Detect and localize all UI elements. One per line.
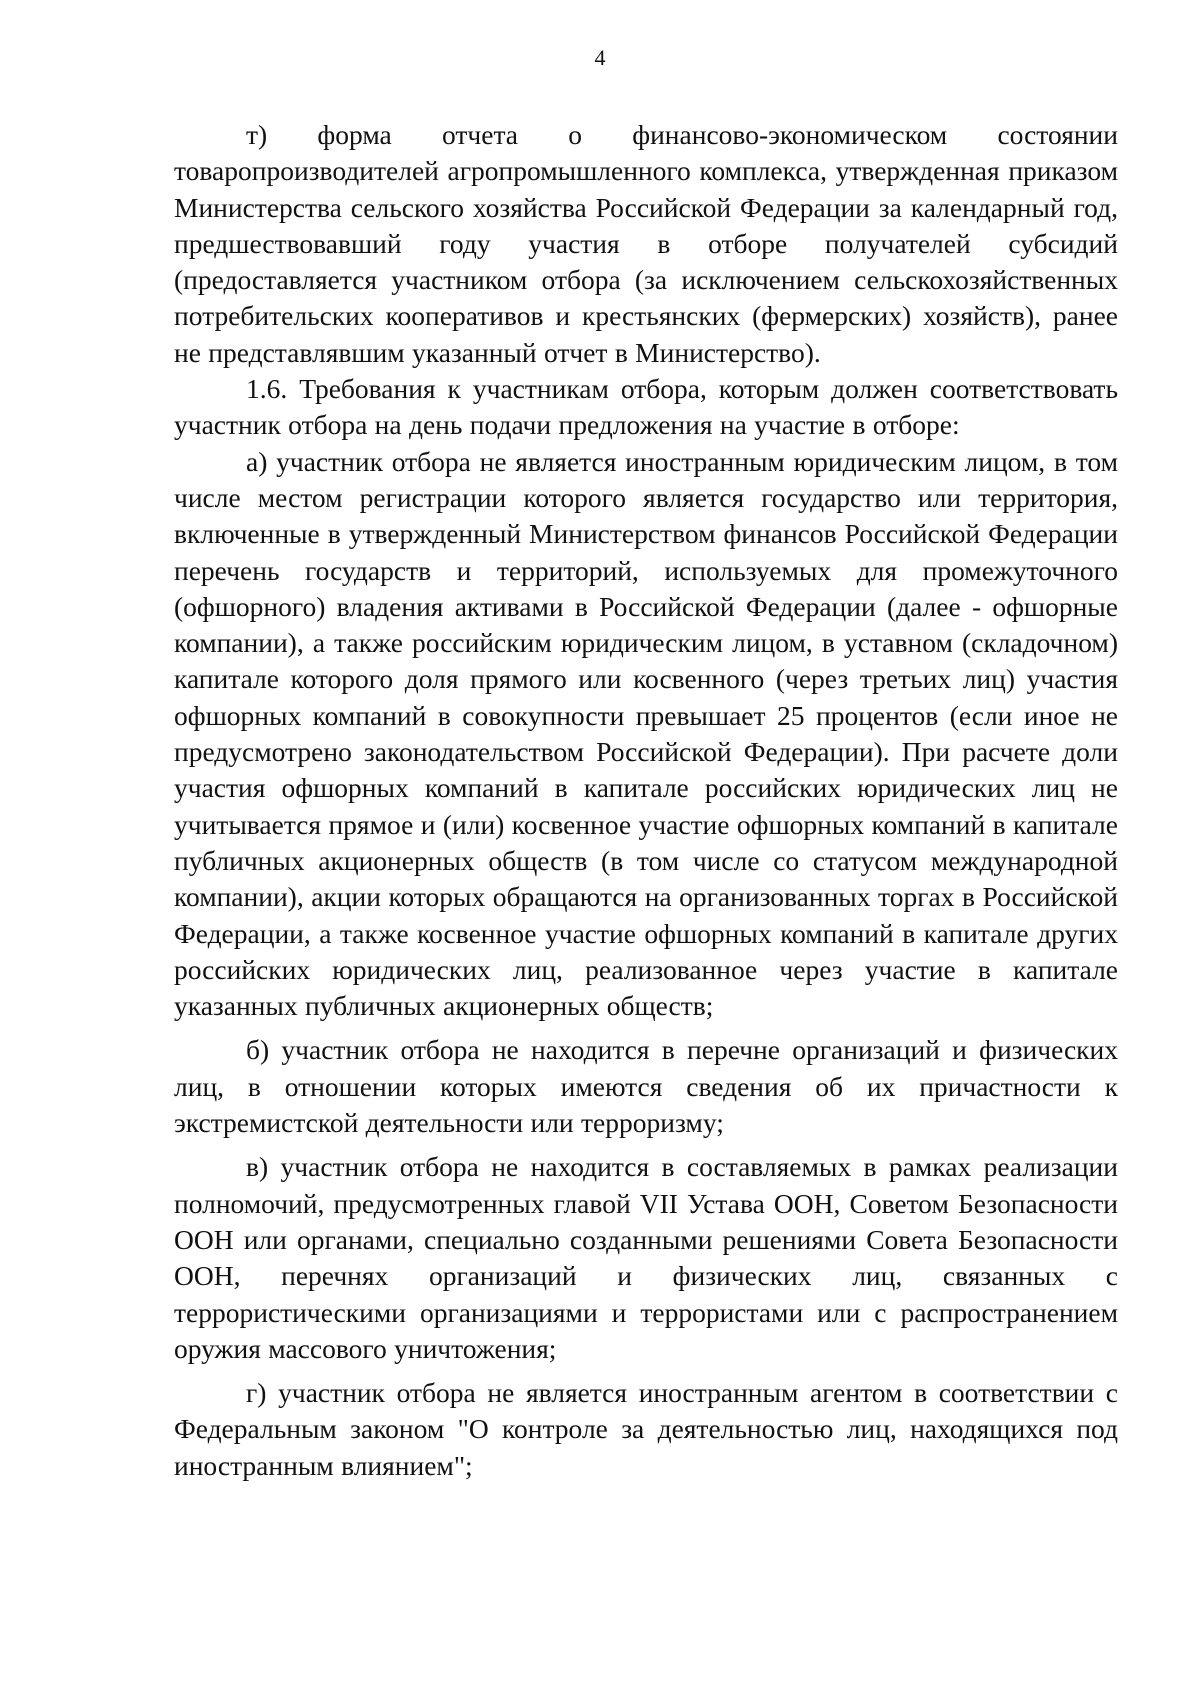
paragraph-t: т) форма отчета о финансово-экономическом состоянии товаропроизводителей агропромышленного комплекса, утвержденная приказом Министерства сельского хозяйства Российской Федерации за календарный год, предшествовавший году участия в отборе получателей субсидий (предоставляется участником отбора (за исключением сельскохозяйственных потребительских кооперативов и крестьянских (фермерских) хозяйств), ранее не представлявшим указанный отчет в Министерство). <box>174 119 1118 368</box>
paragraph-v: в) участник отбора не находится в составляемых в рамках реализации полномочий, предусмотренных главой VII Устава ООН, Советом Безопасности ООН или органами, специально созданными решениями Совета Безопасности ООН, перечнях организаций и физических лиц, связанных с террористическими организациями и террористами или с распространением оружия массового уничтожения; <box>174 1151 1118 1364</box>
paragraph-1-6: 1.6. Требования к участникам отбора, которым должен соответствовать участник отбора на день подачи предложения на участие в отборе: <box>174 373 1118 441</box>
page-number: 4 <box>594 45 606 70</box>
paragraph-a: а) участник отбора не является иностранным юридическим лицом, в том числе местом регистрации которого является государство или территория, включенные в утвержденный Министерством финансов Российской Федерации перечень государств и территорий, используемых для промежуточного (офшорного) владения активами в Российской Федерации (далее - офшорные компании), а также российским юридическим лицом, в уставном (складочном) капитале которого доля прямого или косвенного (через третьих лиц) участия офшорных компаний в совокупности превышает 25 процентов (если иное не предусмотрено законодательством Российской Федерации). При расчете доли участия офшорных компаний в капитале российских юридических лиц не учитывается прямое и (или) косвенное участие офшорных компаний в капитале публичных акционерных обществ (в том числе со статусом международной компании), акции которых обращаются на организованных торгах в Российской Федерации, а также косвенное участие офшорных компаний в капитале других российских юридических лиц, реализованное через участие в капитале указанных публичных акционерных обществ; <box>174 445 1118 1022</box>
paragraph-b: б) участник отбора не находится в перечне организаций и физических лиц, в отношении которых имеются сведения об их причастности к экстремистской деятельности или терроризму; <box>174 1034 1118 1139</box>
document-body <box>174 117 1118 1484</box>
paragraph-g: г) участник отбора не является иностранным агентом в соответствии с Федеральным законом "О контроле за деятельностью лиц, находящихся под иностранным влиянием"; <box>174 1377 1118 1481</box>
